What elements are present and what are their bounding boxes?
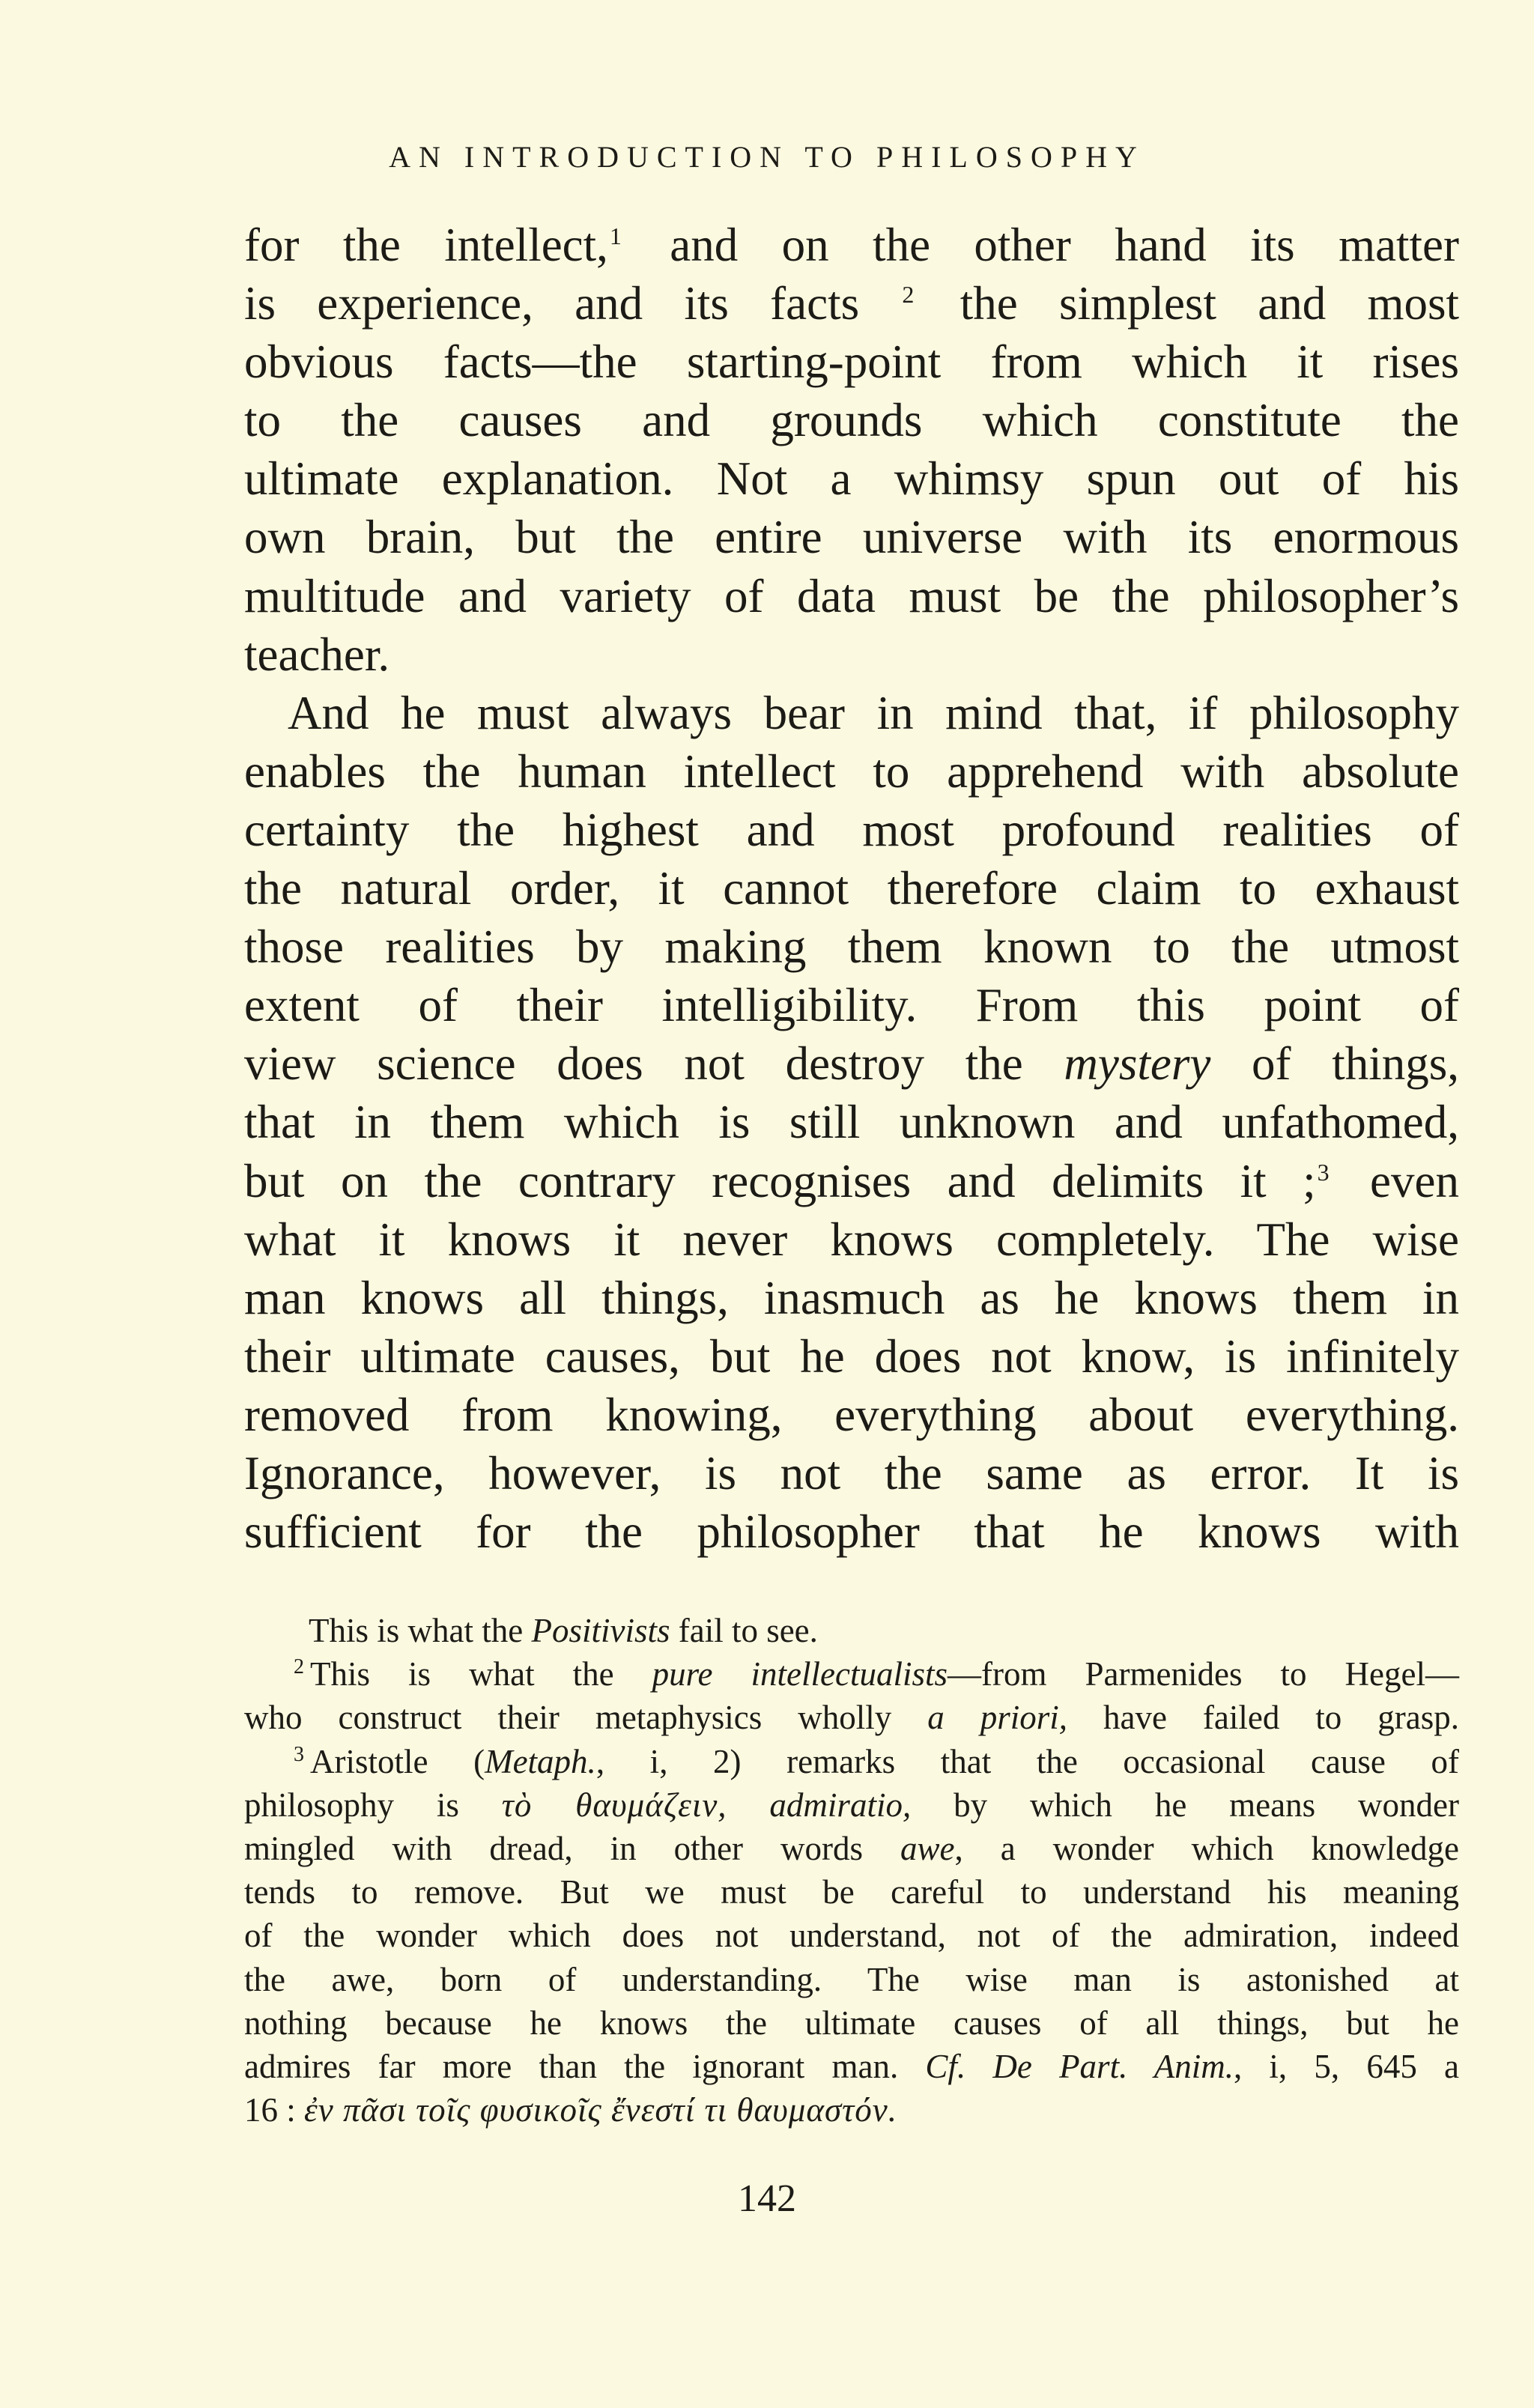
footnote-line: who construct their metaphysics wholly a priori, have failed to grasp.: [244, 1699, 1459, 1737]
footnote-1: [244, 1609, 1459, 1652]
text-line: extent of their intelligibility. From this point of: [244, 979, 1459, 1032]
text-line: is experience, and its facts $^2$ the simplest and most: [244, 277, 1460, 330]
text-line: those realities by making them known to the utmost: [244, 921, 1459, 974]
text-line: enables the human intellect to apprehend with absolute: [244, 744, 1459, 798]
text-line: their ultimate causes, but he does not know, is infinitely: [244, 1329, 1459, 1383]
footnote-line: nothing because he knows the ultimate causes of all things, but he: [244, 2004, 1459, 2042]
greek-phrase: τὸ θαυμάζειν,: [501, 1786, 727, 1824]
paragraph-2: [244, 684, 1459, 1561]
text-line: view science does not destroy the mystery of things,: [244, 1037, 1459, 1091]
text-line: obvious facts—the starting-point from which it rises: [244, 336, 1459, 389]
text-line: Ignorance, however, is not the same as error. It is: [244, 1446, 1459, 1499]
text-line: removed from knowing, everything about everything.: [244, 1388, 1459, 1441]
text-line: the natural order, it cannot therefore claim to exhaust: [244, 862, 1459, 915]
text-line: certainty the highest and most profound realities of: [244, 803, 1459, 856]
text-line: to the causes and grounds which constitute the: [244, 394, 1459, 447]
text-line: for the intellect,$^1$ and on the other hand its matter: [244, 219, 1459, 271]
footnote-mark-2: 2: [294, 1655, 304, 1679]
footnote-ref-3[interactable]: 3: [1317, 1158, 1330, 1186]
footnote-3: [244, 1740, 1459, 2132]
footnotes: [244, 1609, 1459, 2132]
footnote-line: admires far more than the ignorant man. Cf. De Part. Anim., i, 5, 645 a: [244, 2048, 1459, 2086]
footnote-line: This is what the Positivists fail to see.: [309, 1612, 818, 1649]
footnote-line: tends to remove. But we must be careful to understand his meaning: [244, 1873, 1459, 1911]
footnote-line: philosophy is τὸ θαυμάζειν, admiratio, by which he means wonder: [244, 1786, 1459, 1824]
footnote-line: mingled with dread, in other words awe, a wonder which knowledge: [244, 1830, 1459, 1868]
footnote-mark-3: 3: [294, 1742, 304, 1766]
text-line: multitude and variety of data must be the philosopher’s: [244, 569, 1459, 622]
text-line: And he must always bear in mind that, if philosophy: [288, 686, 1459, 739]
text-line: that in them which is still unknown and unfathomed,: [244, 1096, 1459, 1149]
text-line: teacher.: [244, 628, 390, 681]
greek-phrase: ἐν πᾶσι τοῖς φυσικοῖς ἔνεστί τι θαυμαστόν.: [304, 2091, 898, 2129]
footnote-line: $^2$ This is what the pure intellectualists—from Parmenides to Hegel—: [294, 1655, 1459, 1693]
text-line: ultimate explanation. Not a whimsy spun out of his: [244, 452, 1459, 506]
text-line: man knows all things, inasmuch as he knows them in: [244, 1271, 1459, 1324]
footnote-line: $^3$ Aristotle (Metaph., i, 2) remarks that the occasional cause of: [294, 1742, 1459, 1780]
running-head: AN INTRODUCTION TO PHILOSOPHY: [389, 140, 1145, 174]
main-text: [244, 216, 1459, 1561]
footnote-ref-1[interactable]: 1: [609, 222, 622, 249]
footnote-ref-2[interactable]: 2: [902, 281, 915, 309]
footnote-line: the awe, born of understanding. The wise man is astonished at: [244, 1960, 1459, 1998]
text-line: sufficient for the philosopher that he knows with: [244, 1505, 1459, 1559]
emphasis-mystery: mystery: [1064, 1037, 1211, 1091]
footnote-2: [244, 1652, 1459, 1739]
paragraph-1: [244, 216, 1459, 684]
text-line: own brain, but the entire universe with its enormous: [244, 511, 1459, 564]
text-line: but on the contrary recognises and delimits it ;$^3$ even: [244, 1154, 1459, 1207]
footnote-line: of the wonder which does not understand, not of the admiration, indeed: [244, 1917, 1459, 1955]
footnote-line: 16 : ἐν πᾶσι τοῖς φυσικοῖς ἔνεστί τι θαυμαστόν.: [244, 2091, 898, 2129]
page-number: 142: [738, 2177, 796, 2220]
text-line: what it knows it never knows completely. The wise: [244, 1213, 1459, 1266]
